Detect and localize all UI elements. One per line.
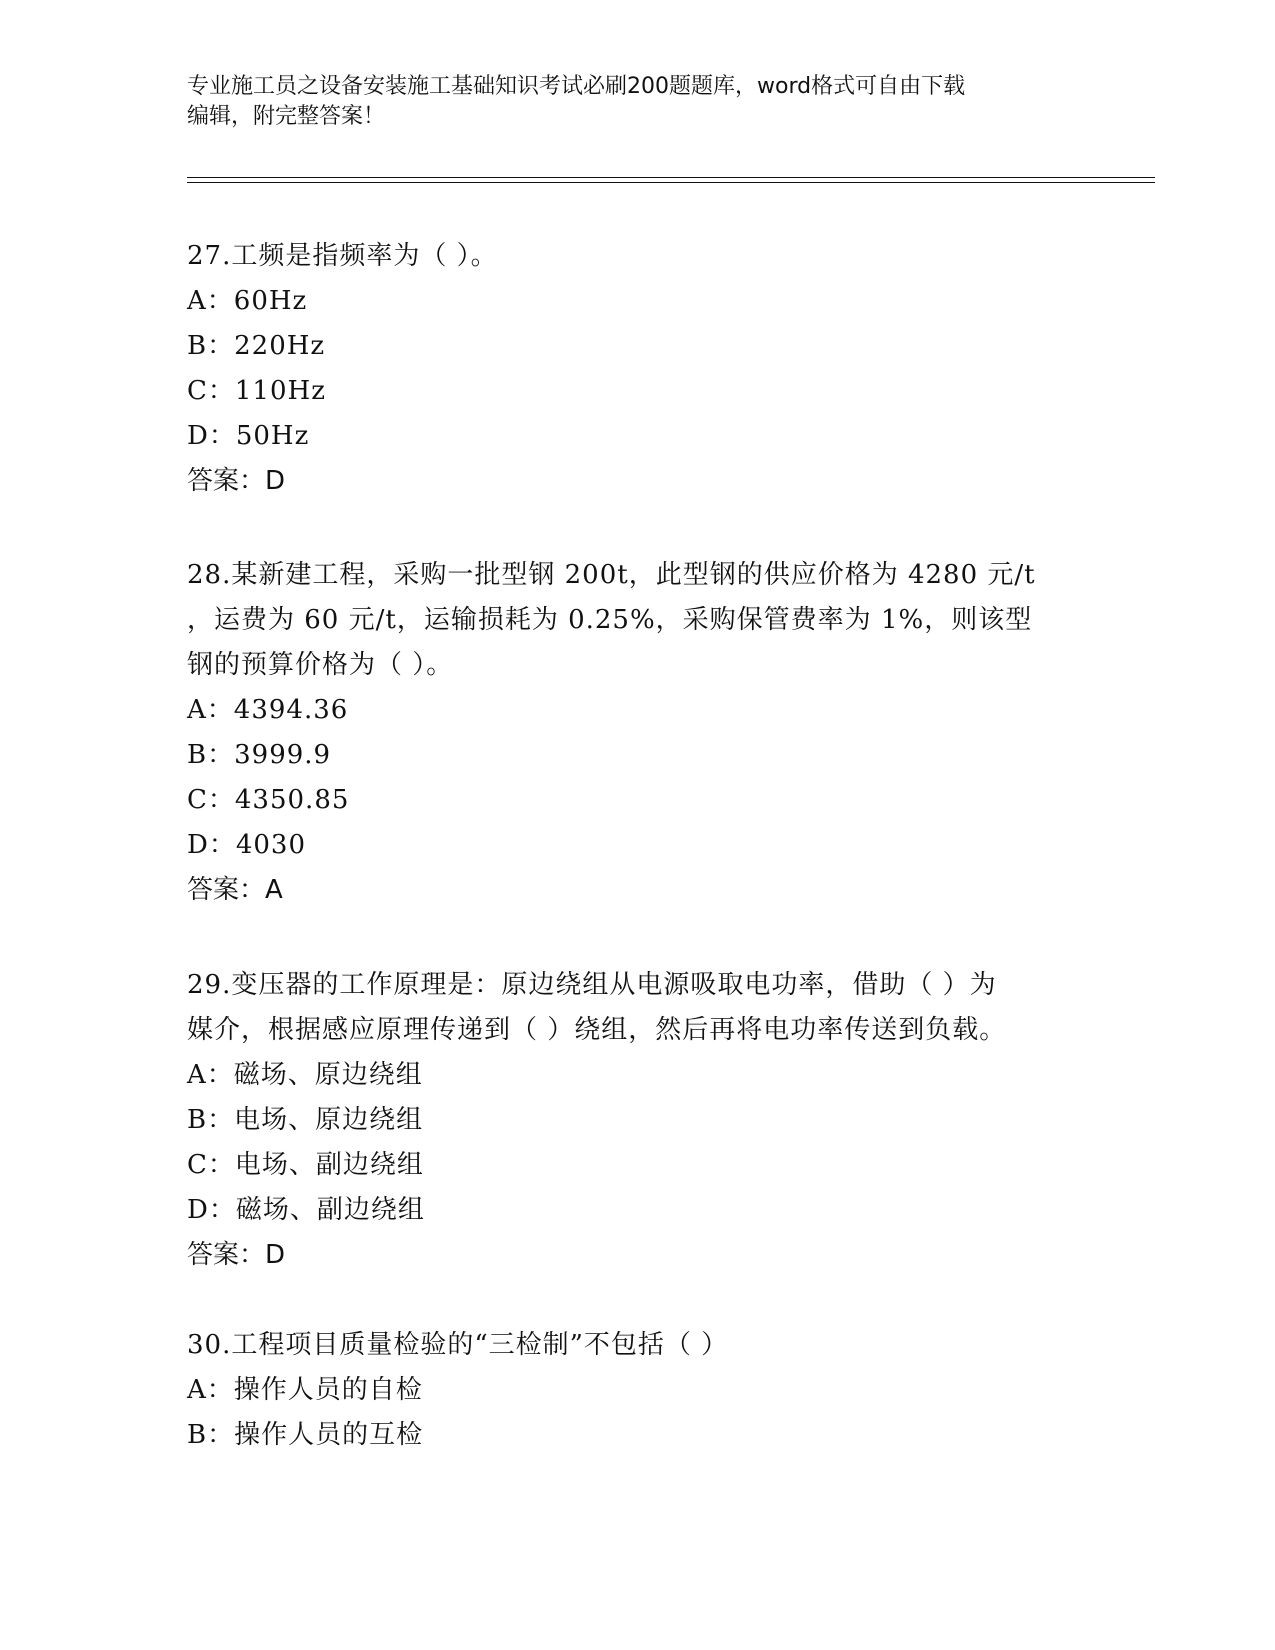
option-b: B：3999.9 xyxy=(187,740,332,770)
question-stem-line: 媒介，根据感应原理传递到（ ）绕组，然后再将电功率传送到负载。 xyxy=(187,1015,1007,1045)
header-line-1: 专业施工员之设备安装施工基础知识考试必刷200题题库，word格式可自由下载 xyxy=(187,74,966,99)
answer: 答案：A xyxy=(187,875,283,905)
question-30 xyxy=(187,1323,1087,1458)
header-divider-bottom xyxy=(187,182,1155,183)
option-a: A：操作人员的自检 xyxy=(187,1375,423,1405)
option-d: D：4030 xyxy=(187,830,307,860)
question-27 xyxy=(187,234,1087,504)
option-a: A：4394.36 xyxy=(187,695,349,725)
question-stem-line: 27.工频是指频率为（ ）。 xyxy=(187,241,498,271)
option-b: B：电场、原边绕组 xyxy=(187,1105,424,1135)
option-c: C：110Hz xyxy=(187,376,326,406)
question-stem xyxy=(187,1323,1087,1368)
header-line-2: 编辑，附完整答案！ xyxy=(187,104,386,129)
option-d: D：磁场、副边绕组 xyxy=(187,1195,425,1225)
question-stem-line: 30.工程项目质量检验的“三检制”不包括（ ） xyxy=(187,1330,729,1360)
question-stem xyxy=(187,553,1087,688)
question-stem xyxy=(187,963,1087,1053)
question-stem-line: ，运费为 60 元/t，运输损耗为 0.25%，采购保管费率为 1%，则该型 xyxy=(187,605,1033,635)
option-c: C：4350.85 xyxy=(187,785,350,815)
option-b: B：220Hz xyxy=(187,331,326,361)
question-28 xyxy=(187,553,1087,913)
option-a: A：60Hz xyxy=(187,286,308,316)
option-c: C：电场、副边绕组 xyxy=(187,1150,424,1180)
header-divider-top xyxy=(187,177,1155,178)
option-d: D：50Hz xyxy=(187,421,310,451)
question-stem xyxy=(187,234,1087,279)
answer: 答案：D xyxy=(187,1240,286,1270)
question-stem-line: 29.变压器的工作原理是：原边绕组从电源吸取电功率，借助（ ）为 xyxy=(187,970,997,1000)
question-29 xyxy=(187,963,1087,1278)
option-b: B：操作人员的互检 xyxy=(187,1420,424,1450)
option-a: A：磁场、原边绕组 xyxy=(187,1060,423,1090)
question-stem-line: 28.某新建工程，采购一批型钢 200t，此型钢的供应价格为 4280 元/t xyxy=(187,560,1036,590)
question-stem-line: 钢的预算价格为（ ）。 xyxy=(187,650,454,680)
document-header xyxy=(187,72,1087,132)
answer: 答案：D xyxy=(187,466,286,496)
